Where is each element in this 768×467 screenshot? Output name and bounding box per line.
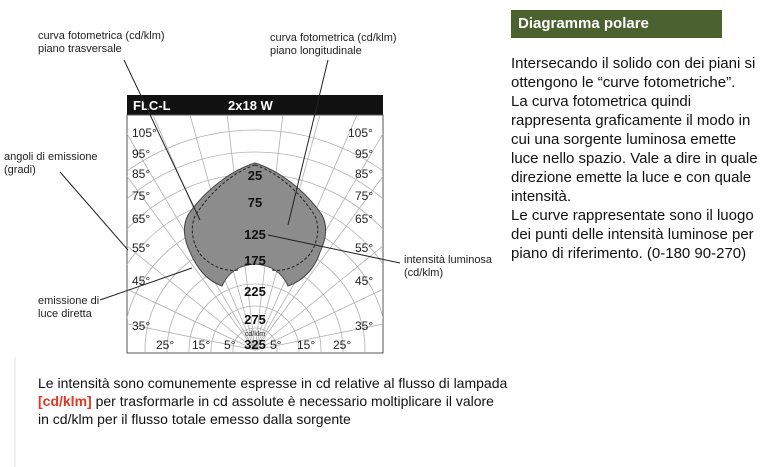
angle-label-bottom: 15° — [297, 338, 316, 352]
angle-label-right: 55° — [355, 241, 374, 255]
callout-line: curva fotometrica (cd/klm) — [38, 30, 165, 42]
panel-paragraph: La curva fotometrica quindi rappresenta graficamente il modo in cui una sorgente luminosa emette luce nello spazio. Vale a dire in quale direzione emette la luce e con quale intensità. — [511, 93, 758, 205]
callout-line: luce diretta — [38, 308, 92, 320]
angle-label-right: 45° — [355, 274, 374, 288]
callout-line: emissione di — [38, 295, 100, 307]
angle-label-bottom: 25° — [333, 338, 352, 352]
bottom-note — [38, 374, 508, 428]
separator — [14, 357, 16, 467]
callout-line: angoli di emissione — [4, 151, 98, 163]
panel-paragraph: Le curve rappresentate sono il luogo dei punti delle intensità luminose per piano di riferimento. (0-180 90-270) — [511, 207, 754, 262]
angle-label-right: 65° — [355, 212, 374, 226]
angle-label-right: 95° — [355, 147, 374, 161]
intensity-label: 175 — [244, 253, 266, 268]
angle-label-left: 85° — [132, 167, 151, 181]
angle-label-right: 85° — [355, 167, 374, 181]
panel-title: Diagramma polare — [511, 10, 722, 38]
intensity-label: 25 — [247, 168, 263, 183]
unit-highlight: [cd/klm] — [38, 393, 92, 409]
angle-label-left: 75° — [132, 189, 151, 203]
angle-label-right: 75° — [355, 189, 374, 203]
angle-label-left: 95° — [132, 147, 151, 161]
angle-label-bottom: 25° — [156, 338, 175, 352]
callout-line: curva fotometrica (cd/klm) — [270, 32, 397, 44]
callout-line: piano longitudinale — [270, 45, 362, 57]
angle-label-left: 65° — [132, 212, 151, 226]
unit-label: cd/klm — [244, 331, 266, 338]
angle-label-right: 105° — [348, 126, 373, 140]
angle-label-left: 55° — [132, 241, 151, 255]
intensity-label: 75 — [247, 195, 263, 210]
angle-label-bottom: 5° — [270, 338, 282, 352]
panel-paragraph: Intersecando il solido con dei piani si ottengono le “curve fotometriche”. — [511, 55, 756, 91]
callout-line: intensità luminosa — [404, 254, 493, 266]
angle-label-left: 45° — [132, 274, 151, 288]
lamp-power: 2x18 W — [228, 98, 273, 113]
intensity-label: 225 — [244, 284, 266, 299]
bottom-text-after: per trasformarle in cd assolute è necessario moltiplicare il valore in cd/klm per il flusso totale emesso dalla sorgente — [38, 393, 494, 427]
panel-body — [511, 54, 759, 263]
angle-label-left: 105° — [132, 126, 157, 140]
callout-line: (gradi) — [4, 164, 36, 176]
intensity-label: 275 — [244, 312, 266, 327]
angle-label-bottom: 15° — [192, 338, 211, 352]
lamp-name: FLC-L — [133, 98, 171, 113]
bottom-text-before: Le intensità sono comunemente espresse in cd relative al flusso di lampada — [38, 375, 508, 391]
intensity-label: 325 — [244, 337, 266, 352]
angle-label-right: 35° — [355, 319, 374, 333]
callout-line: piano trasversale — [38, 43, 122, 55]
intensity-label: 125 — [244, 227, 266, 242]
angle-label-left: 35° — [132, 319, 151, 333]
angle-label-bottom: 5° — [224, 338, 236, 352]
callout-line: (cd/klm) — [404, 267, 444, 279]
